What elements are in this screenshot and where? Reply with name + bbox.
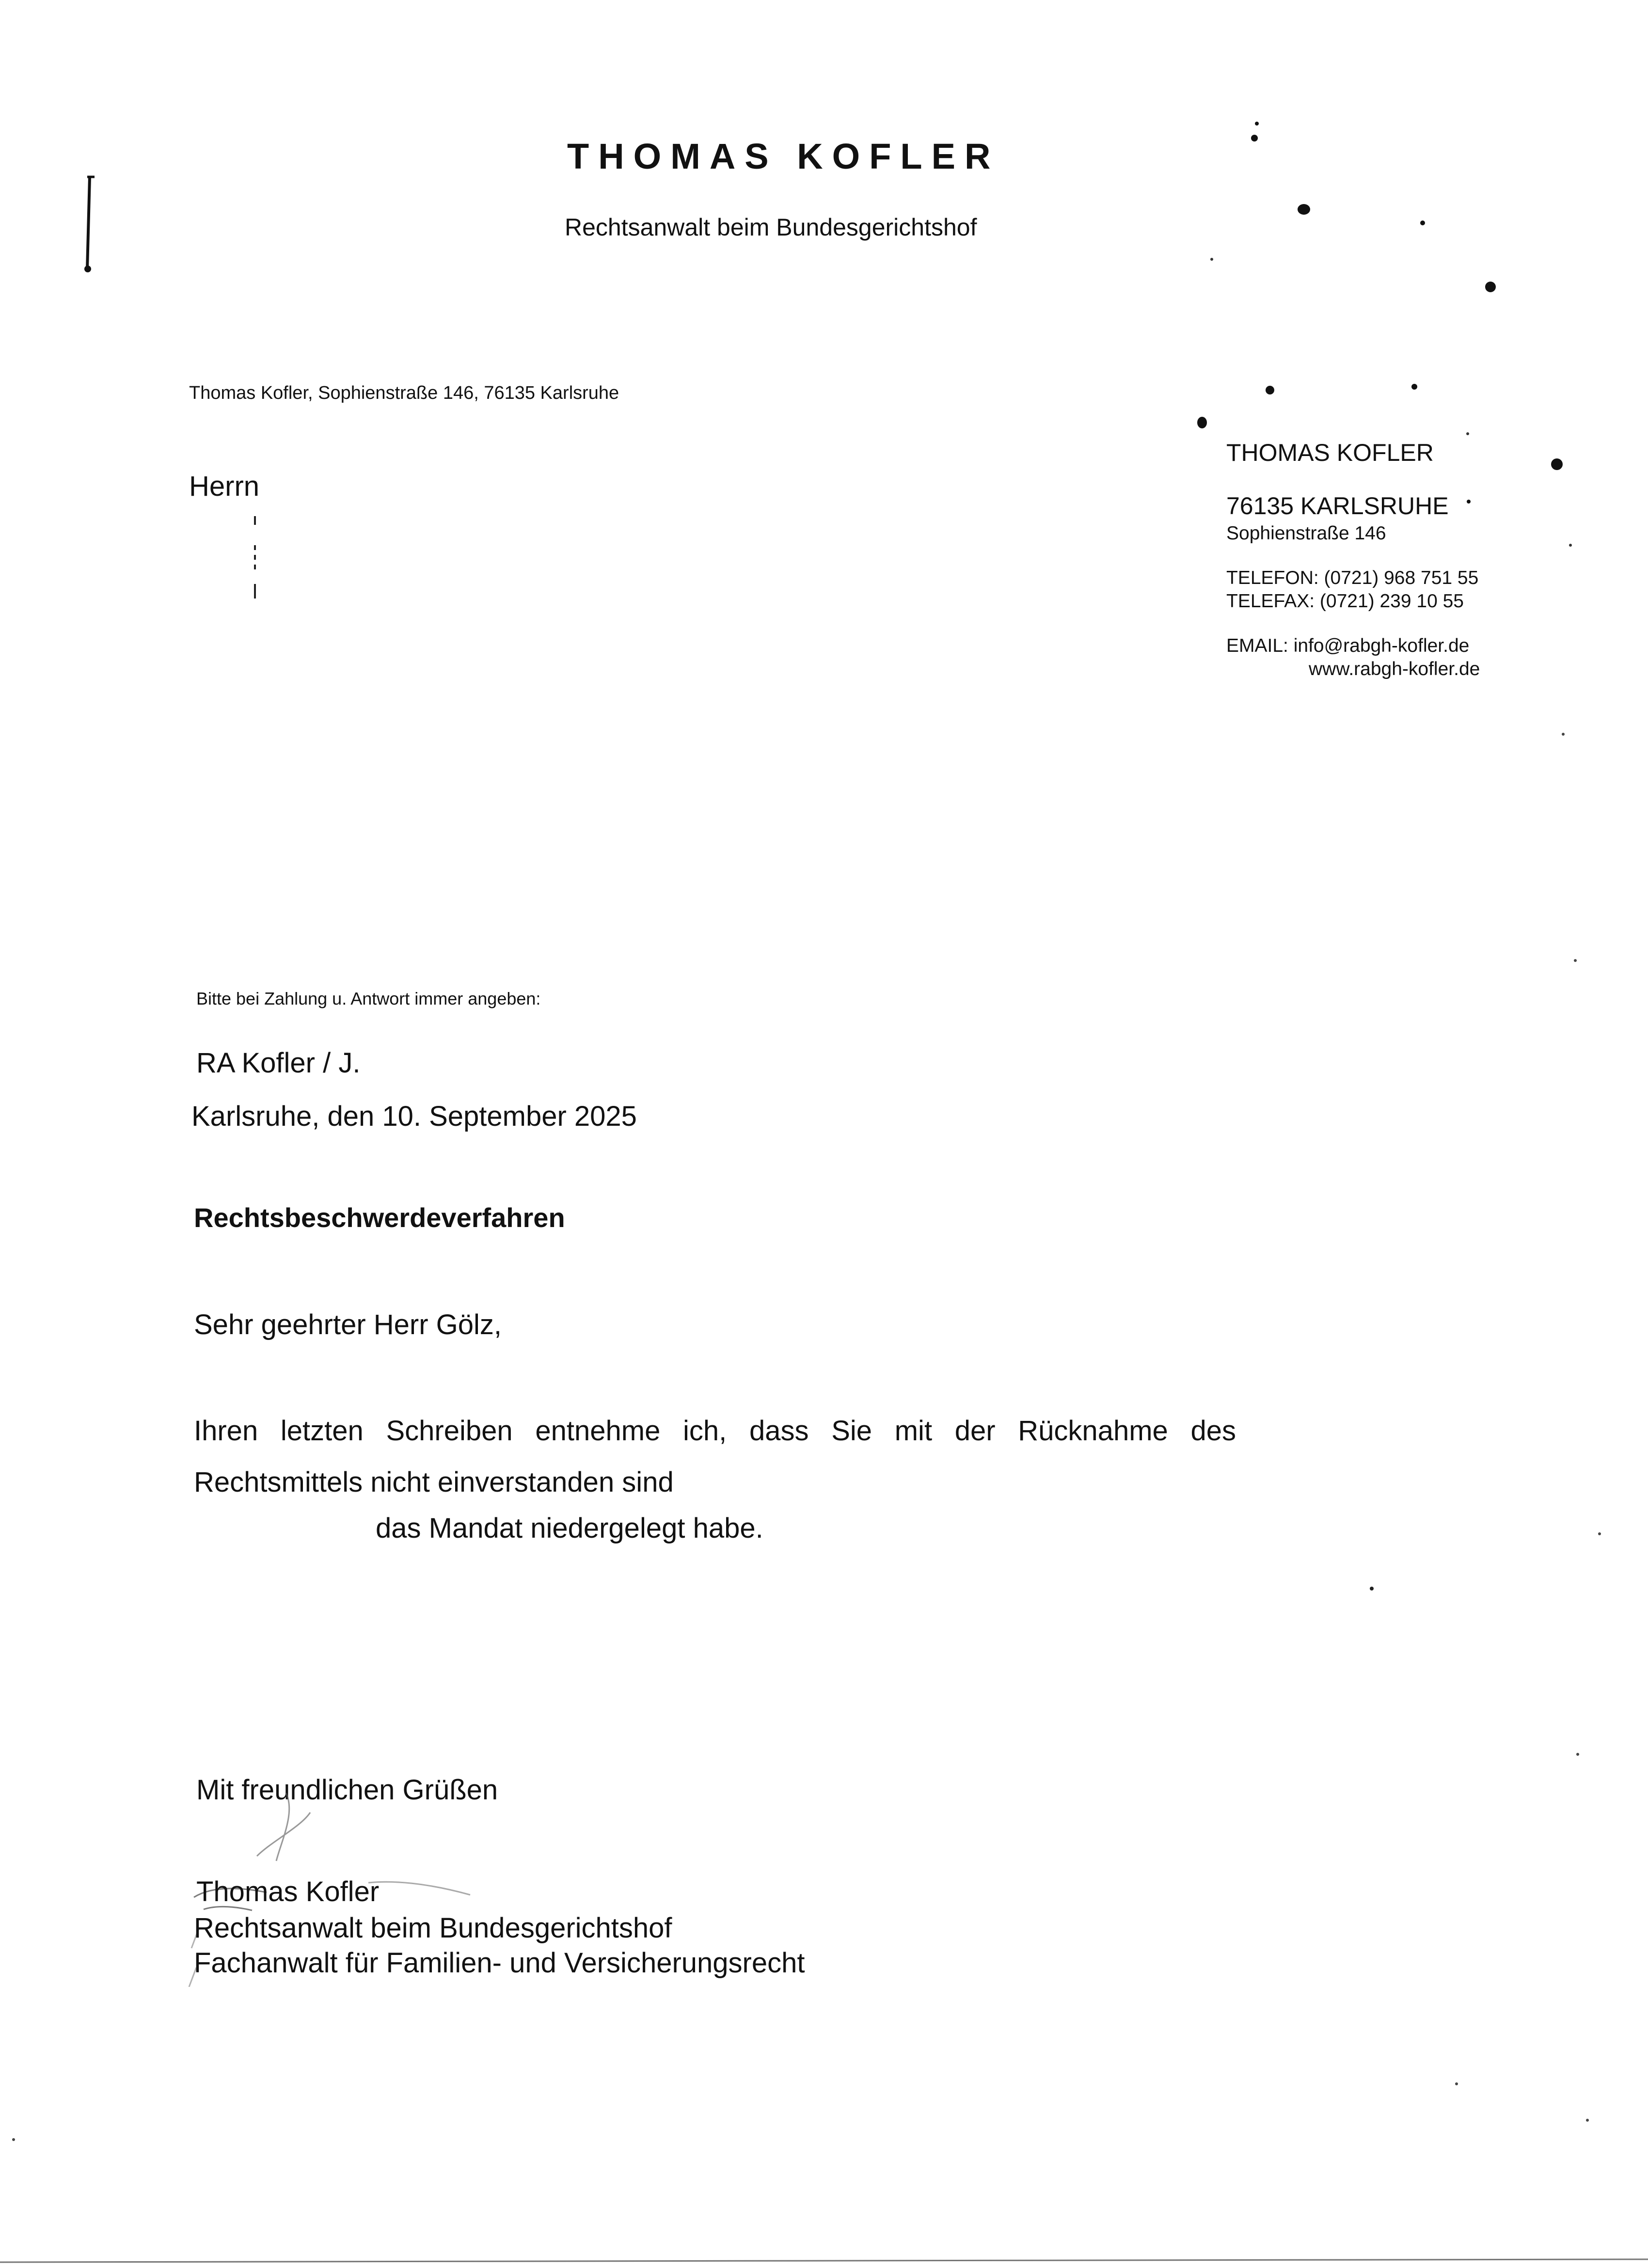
reference-value: RA Kofler / J. <box>196 1047 361 1079</box>
sender-return-address: Thomas Kofler, Sophienstraße 146, 76135 Karlsruhe <box>189 383 619 403</box>
contact-name: THOMAS KOFLER <box>1226 439 1434 466</box>
closing: Mit freundlichen Grüßen <box>196 1774 498 1806</box>
date-line: Karlsruhe, den 10. September 2025 <box>191 1101 637 1132</box>
contact-street: Sophienstraße 146 <box>1226 523 1386 544</box>
signature-title: Rechtsanwalt beim Bundesgerichtshof <box>194 1912 672 1944</box>
body-line: Rechtsmittels nicht einverstanden sind <box>194 1466 674 1498</box>
reference-note: Bitte bei Zahlung u. Antwort immer angeben: <box>196 989 541 1008</box>
signature-name: Thomas Kofler <box>196 1876 380 1907</box>
contact-website: www.rabgh-kofler.de <box>1309 659 1480 679</box>
body-line: das Mandat niedergelegt habe. <box>376 1512 763 1544</box>
recipient-salutation: Herrn <box>189 471 260 502</box>
subject-line: Rechtsbeschwerdeverfahren <box>194 1202 565 1233</box>
contact-fax: TELEFAX: (0721) 239 10 55 <box>1226 591 1464 612</box>
contact-email: EMAIL: info@rabgh-kofler.de <box>1226 635 1470 656</box>
contact-block <box>1226 439 1480 680</box>
letterhead-title: Rechtsanwalt beim Bundesgerichtshof <box>565 214 977 241</box>
greeting: Sehr geehrter Herr Gölz, <box>194 1309 502 1340</box>
body-text <box>194 1405 1236 1508</box>
letterhead-name: THOMAS KOFLER <box>567 136 1000 176</box>
body-line: Ihren letzten Schreiben entnehme ich, dass Sie mit der Rücknahme des <box>194 1415 1236 1447</box>
signature-specialty: Fachanwalt für Familien- und Versicherungsrecht <box>194 1947 805 1979</box>
contact-city: 76135 KARLSRUHE <box>1226 492 1449 520</box>
recipient-address-redaction-marks <box>251 516 261 603</box>
contact-phone: TELEFON: (0721) 968 751 55 <box>1226 567 1479 588</box>
